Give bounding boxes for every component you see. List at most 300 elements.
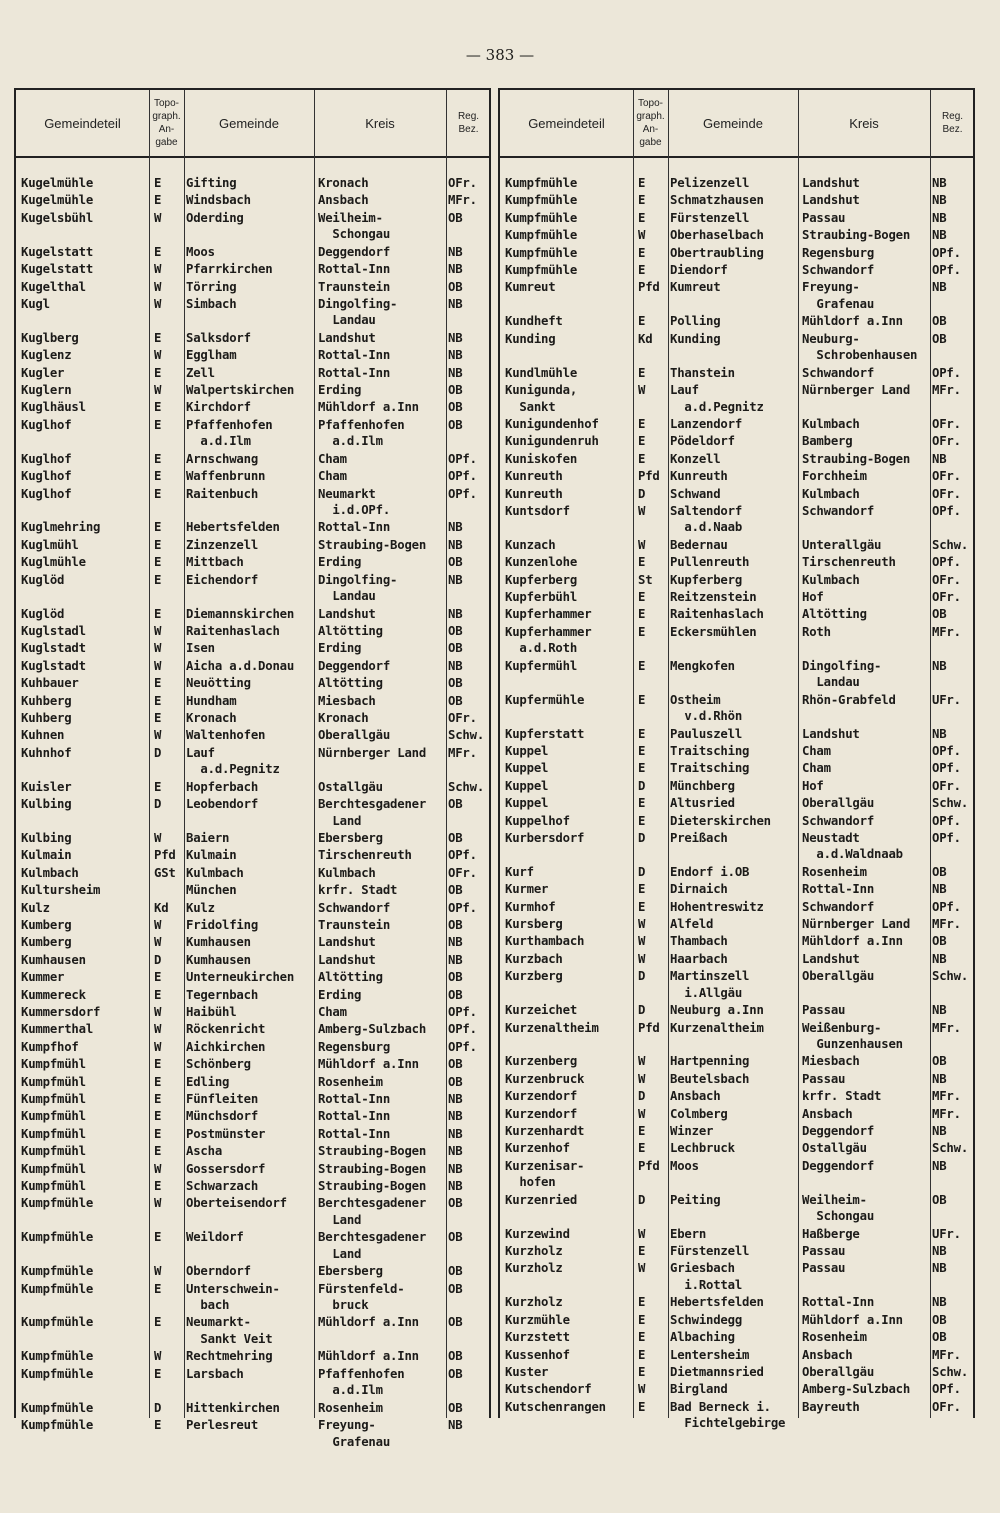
cell-kreis: Regensburg [802, 245, 875, 260]
cell-gemeinde: Kupferberg [670, 572, 743, 587]
cell-kreis: Rottal-Inn [318, 1126, 391, 1141]
cell-gemeindeteil: Kurbersdorf [505, 830, 585, 845]
cell-gemeindeteil: Kulz [21, 900, 50, 915]
cell-reg: NB [448, 952, 463, 967]
cell-gemeindeteil: Kummerthal [21, 1022, 94, 1037]
cell-gemeinde: Salksdorf [186, 330, 251, 345]
cell-gemeindeteil: Kumpfmühle [21, 1230, 94, 1245]
cell-gemeindeteil: Kultursheim [21, 883, 101, 898]
cell-reg: OFr. [448, 865, 477, 880]
cell-gemeindeteil: Kussenhof [505, 1347, 570, 1362]
cell-reg: MFr. [932, 1020, 961, 1035]
table-row [500, 279, 973, 312]
cell-gemeinde: Perlesreut [186, 1418, 259, 1432]
cell-kreis: Amberg-Sulzbach [802, 1382, 911, 1397]
cell-gemeindeteil: Kumberg [21, 935, 72, 950]
cell-kreis: Rottal-Inn [318, 520, 391, 535]
cell-topo: Kd [154, 900, 169, 915]
cell-reg: Schw. [448, 728, 485, 743]
cell-reg: NB [448, 1178, 463, 1193]
cell-kreis: Landshut [802, 176, 860, 190]
cell-gemeindeteil: Kuhbauer [21, 676, 79, 691]
cell-gemeinde: Pelizenzell [670, 176, 750, 190]
cell-gemeindeteil: Kurmer [505, 882, 549, 897]
cell-reg: OB [448, 1315, 463, 1330]
table-row [500, 1192, 973, 1225]
cell-topo: W [154, 728, 162, 743]
cell-reg: OB [448, 641, 463, 656]
table-row [500, 881, 973, 898]
table-row [16, 969, 489, 986]
cell-kreis: Ansbach [802, 1106, 853, 1121]
cell-topo: GSt [154, 865, 176, 880]
cell-reg: OB [448, 883, 463, 898]
cell-topo: W [154, 1039, 162, 1054]
table-row [500, 1071, 973, 1088]
cell-gemeinde: Thambach [670, 934, 728, 949]
cell-kreis: Amberg-Sulzbach [318, 1022, 427, 1037]
cell-kreis: Passau [802, 1244, 846, 1258]
cell-reg: OB [448, 1230, 463, 1245]
cell-topo: W [638, 1261, 646, 1276]
cell-gemeinde: Griesbach i.Rottal [670, 1261, 743, 1292]
cell-kreis: Straubing-Bogen [318, 1178, 427, 1193]
cell-kreis: Berchtesgadener Land [318, 1230, 427, 1261]
cell-gemeinde: Münchberg [670, 778, 735, 793]
cell-gemeindeteil: Kumpfmühle [21, 1400, 94, 1415]
table-row [16, 399, 489, 416]
cell-topo: E [154, 244, 162, 259]
cell-gemeinde: Diendorf [670, 263, 728, 277]
cell-gemeindeteil: Kuniskofen [505, 451, 578, 466]
cell-gemeindeteil: Kuglstadt [21, 641, 86, 656]
cell-reg: OPf. [932, 555, 961, 570]
cell-kreis: Landshut [318, 330, 376, 345]
cell-kreis: Ebersberg [318, 830, 383, 845]
table-row [500, 192, 973, 209]
cell-topo: E [638, 899, 646, 914]
cell-topo: E [154, 1126, 162, 1141]
cell-gemeindeteil: Kuntsdorf [505, 503, 570, 518]
cell-gemeindeteil: Kuglhof [21, 451, 72, 466]
cell-topo: E [638, 607, 646, 622]
cell-reg: OB [448, 917, 463, 932]
cell-kreis: Tirschenreuth [318, 848, 412, 863]
cell-topo: W [154, 1264, 162, 1279]
cell-kreis: Passau [802, 1261, 846, 1276]
cell-gemeindeteil: Kuglhof [21, 469, 72, 484]
table-row [500, 658, 973, 691]
cell-reg: OB [448, 830, 463, 845]
cell-gemeinde: Egglham [186, 348, 237, 363]
cell-kreis: Nürnberger Land [318, 745, 427, 760]
cell-kreis: Kulmbach [802, 416, 860, 431]
cell-gemeinde: Oberndorf [186, 1264, 251, 1279]
cell-topo: E [638, 761, 646, 776]
table-row [16, 1074, 489, 1091]
table-row [500, 1260, 973, 1293]
cell-gemeindeteil: Kumpfmühl [21, 1091, 86, 1106]
cell-topo: E [154, 1366, 162, 1381]
table-row [16, 365, 489, 382]
table-row [16, 882, 489, 899]
table-row [16, 468, 489, 485]
cell-gemeindeteil: Kumpfmühle [505, 228, 578, 243]
cell-gemeindeteil: Kuglstadt [21, 658, 86, 673]
cell-gemeindeteil: Kumpfmühle [21, 1264, 94, 1279]
cell-kreis: Landshut [318, 935, 376, 950]
cell-topo: W [154, 935, 162, 950]
cell-gemeindeteil: Kunreuth [505, 469, 563, 484]
table-row [500, 1106, 973, 1123]
cell-gemeindeteil: Kumpfmühle [505, 245, 578, 260]
table-row [16, 554, 489, 571]
cell-gemeindeteil: Kupferstatt [505, 726, 585, 741]
cell-topo: E [154, 970, 162, 985]
cell-topo: E [638, 692, 646, 707]
cell-gemeinde: Isen [186, 641, 215, 656]
cell-reg: MFr. [932, 383, 961, 397]
table-row [500, 468, 973, 485]
cell-gemeinde: Waffenbrunn [186, 469, 266, 484]
cell-gemeindeteil: Kulbing [21, 830, 72, 845]
table-row [500, 1329, 973, 1346]
cell-gemeindeteil: Kuppel [505, 796, 549, 811]
cell-reg: OB [932, 1330, 947, 1345]
cell-topo: E [638, 263, 646, 277]
cell-gemeinde: Postmünster [186, 1126, 266, 1141]
cell-gemeinde: Waltenhofen [186, 728, 266, 743]
cell-gemeinde: Fridolfing [186, 917, 259, 932]
table-row [500, 416, 973, 433]
cell-reg: OPf. [932, 743, 961, 758]
cell-gemeinde: Kulmain [186, 848, 237, 863]
cell-reg: OB [448, 693, 463, 708]
cell-gemeindeteil: Kuppelhof [505, 813, 570, 828]
cell-topo: E [154, 710, 162, 725]
table-row [500, 726, 973, 743]
table-row [500, 365, 973, 382]
table-row [16, 934, 489, 951]
cell-kreis: Passau [802, 210, 846, 225]
table-row [500, 1364, 973, 1381]
cell-gemeindeteil: Kurzholz [505, 1295, 563, 1310]
cell-topo: W [638, 951, 646, 966]
cell-gemeindeteil: Kugelstatt [21, 244, 94, 259]
cell-reg: UFr. [932, 692, 961, 707]
cell-gemeindeteil: Kuhberg [21, 693, 72, 708]
cell-gemeinde: Preißach [670, 830, 728, 845]
cell-reg: OB [448, 1366, 463, 1381]
table-row [500, 210, 973, 227]
cell-kreis: Schwandorf [802, 365, 875, 380]
cell-gemeinde: Mittbach [186, 555, 244, 570]
cell-gemeinde: Dieterskirchen [670, 813, 771, 828]
cell-gemeindeteil: Kupferhammer [505, 607, 592, 622]
cell-kreis: Erding [318, 987, 362, 1002]
cell-reg: NB [932, 228, 947, 243]
cell-gemeinde: Hopferbach [186, 779, 259, 794]
header-gemeindeteil: Gemeindeteil [528, 115, 605, 131]
table-row [16, 537, 489, 554]
table-row [16, 847, 489, 864]
cell-topo: E [154, 330, 162, 345]
table-row [16, 417, 489, 450]
cell-kreis: Deggendorf [318, 658, 391, 673]
cell-gemeindeteil: Kumpfmühle [21, 1366, 94, 1381]
cell-gemeindeteil: Kuglberg [21, 330, 79, 345]
cell-topo: Pfd [154, 848, 176, 863]
cell-topo: D [154, 1400, 162, 1415]
cell-kreis: Landshut [318, 606, 376, 621]
table-row [500, 503, 973, 536]
cell-gemeindeteil: Kumpfmühle [505, 263, 578, 277]
cell-reg: NB [932, 726, 947, 741]
cell-reg: NB [932, 280, 947, 295]
cell-kreis: Schwandorf [802, 503, 875, 518]
table-row [16, 658, 489, 675]
cell-reg: MFr. [932, 1106, 961, 1121]
cell-gemeinde: Kumhausen [186, 935, 251, 950]
cell-reg: Schw. [932, 969, 969, 984]
cell-reg: OB [932, 864, 947, 879]
cell-gemeinde: Kronach [186, 710, 237, 725]
cell-gemeinde: Kulmbach [186, 865, 244, 880]
cell-topo: W [154, 658, 162, 673]
cell-kreis: Dingolfing- Landau [802, 658, 882, 690]
cell-kreis: Schwandorf [802, 263, 875, 277]
cell-kreis: Deggendorf [802, 1124, 875, 1138]
cell-gemeindeteil: Kurzewind [505, 1226, 570, 1241]
cell-reg: OPf. [448, 1022, 477, 1037]
table-row [16, 519, 489, 536]
cell-kreis: Miesbach [802, 1054, 860, 1069]
cell-reg: OB [932, 934, 947, 949]
table-row [16, 1263, 489, 1280]
table-row [16, 745, 489, 778]
cell-kreis: Oberallgäu [802, 969, 875, 984]
cell-gemeinde: Neuötting [186, 676, 251, 691]
cell-kreis: Freyung- Grafenau [318, 1418, 391, 1449]
cell-reg: NB [448, 296, 463, 311]
table-row [16, 1021, 489, 1038]
cell-gemeindeteil: Kumreut [505, 280, 556, 295]
cell-kreis: Landshut [802, 726, 860, 741]
cell-gemeinde: Raitenhaslach [670, 607, 764, 622]
cell-kreis: Neustadt a.d.Waldnaab [802, 830, 903, 862]
cell-reg: OPf. [448, 469, 477, 484]
table-row [16, 1348, 489, 1365]
cell-topo: E [638, 1312, 646, 1327]
cell-topo: E [638, 365, 646, 380]
cell-gemeindeteil: Kugler [21, 365, 65, 380]
cell-kreis: Hof [802, 590, 824, 604]
cell-kreis: Straubing-Bogen [318, 1161, 427, 1176]
cell-kreis: Rottal-Inn [802, 882, 875, 897]
cell-topo: E [638, 726, 646, 741]
cell-reg: UFr. [932, 1226, 961, 1241]
cell-topo: E [154, 987, 162, 1002]
cell-gemeinde: Kurzenaltheim [670, 1020, 764, 1035]
cell-gemeinde: Unterschwein- bach [186, 1281, 280, 1312]
cell-kreis: Cham [318, 451, 347, 466]
cell-gemeinde: Kumreut [670, 280, 721, 295]
cell-topo: W [154, 1349, 162, 1364]
cell-kreis: Ostallgäu [318, 779, 383, 794]
cell-topo: E [638, 1124, 646, 1138]
cell-kreis: Landshut [802, 951, 860, 966]
cell-gemeindeteil: Kuhnen [21, 728, 65, 743]
cell-gemeindeteil: Kumpfmühle [505, 176, 578, 190]
table-row [500, 916, 973, 933]
cell-gemeindeteil: Kurzmühle [505, 1312, 570, 1327]
cell-kreis: Oberallgäu [802, 796, 875, 811]
cell-reg: MFr. [932, 917, 961, 931]
cell-gemeinde: Bedernau [670, 537, 728, 552]
cell-topo: St [638, 572, 653, 587]
cell-gemeinde: Ostheim v.d.Rhön [670, 692, 743, 724]
cell-topo: E [638, 1364, 646, 1379]
cell-topo: E [638, 882, 646, 897]
cell-topo: W [154, 210, 162, 225]
cell-kreis: Fürstenfeld- bruck [318, 1281, 405, 1312]
cell-topo: W [154, 383, 162, 397]
cell-topo: W [154, 296, 162, 311]
cell-gemeindeteil: Kuisler [21, 779, 72, 794]
cell-gemeinde: Münchsdorf [186, 1109, 259, 1124]
cell-kreis: Bamberg [802, 434, 853, 449]
cell-topo: E [638, 555, 646, 570]
cell-gemeindeteil: Kumpfmühle [21, 1349, 94, 1364]
cell-topo: E [154, 1178, 162, 1193]
cell-gemeinde: Törring [186, 279, 237, 294]
table-row [16, 1229, 489, 1262]
cell-gemeinde: Rechtmehring [186, 1349, 273, 1364]
cell-reg: NB [448, 606, 463, 621]
cell-gemeinde: Haarbach [670, 951, 728, 966]
table-row [16, 640, 489, 657]
cell-gemeindeteil: Kuglhäusl [21, 400, 86, 415]
cell-topo: E [638, 1141, 646, 1156]
cell-kreis: Cham [318, 1004, 347, 1019]
cell-topo: Pfd [638, 280, 660, 295]
cell-kreis: Kronach [318, 710, 369, 725]
table-row [500, 486, 973, 503]
cell-topo: W [638, 917, 646, 931]
cell-gemeinde: Moos [670, 1158, 699, 1173]
cell-kreis: Ansbach [802, 1347, 853, 1362]
cell-gemeindeteil: Kunigunda, Sankt [505, 383, 578, 414]
cell-topo: E [638, 451, 646, 466]
cell-gemeinde: Ansbach [670, 1089, 721, 1104]
cell-gemeindeteil: Kumhausen [21, 952, 86, 967]
cell-gemeindeteil: Kurzenisar- hofen [505, 1158, 585, 1190]
table-row [500, 1294, 973, 1311]
table-row [500, 451, 973, 468]
cell-gemeindeteil: Kuglmehring [21, 520, 101, 535]
cell-kreis: Freyung- Grafenau [802, 280, 875, 311]
cell-reg: MFr. [932, 624, 961, 639]
table-row [16, 210, 489, 243]
cell-kreis: Cham [802, 761, 831, 776]
cell-reg: NB [448, 244, 463, 259]
cell-reg: OPf. [448, 1004, 477, 1019]
table-row [500, 331, 973, 364]
cell-topo: E [638, 1244, 646, 1258]
cell-kreis: Ebersberg [318, 1264, 383, 1279]
cell-gemeinde: Aicha a.d.Donau [186, 658, 295, 673]
cell-gemeinde: Hebertsfelden [186, 520, 280, 535]
cell-kreis: Altötting [318, 970, 383, 985]
cell-kreis: Altötting [318, 676, 383, 691]
cell-kreis: Dingolfing- Landau [318, 572, 398, 604]
cell-gemeinde: Simbach [186, 296, 237, 311]
cell-gemeindeteil: Kumpfmühle [21, 1196, 94, 1211]
cell-kreis: Berchtesgadener Land [318, 797, 427, 828]
cell-gemeindeteil: Kunding [505, 331, 556, 346]
cell-reg: OFr. [932, 434, 961, 449]
table-row [16, 192, 489, 209]
cell-kreis: Deggendorf [318, 244, 391, 259]
cell-reg: OB [448, 210, 463, 225]
cell-gemeinde: Hittenkirchen [186, 1400, 280, 1415]
cell-reg: MFr. [932, 1347, 961, 1362]
cell-kreis: Rosenheim [802, 1330, 867, 1345]
cell-topo: W [638, 1106, 646, 1121]
cell-kreis: Weilheim- Schongau [802, 1192, 875, 1224]
header-kreis: Kreis [849, 115, 879, 131]
table-row [500, 537, 973, 554]
cell-gemeinde: Diemannskirchen [186, 606, 295, 621]
cell-kreis: Erding [318, 383, 362, 397]
cell-gemeindeteil: Kurzenhof [505, 1141, 570, 1156]
cell-topo: E [154, 779, 162, 794]
table-row [500, 951, 973, 968]
cell-reg: NB [448, 1091, 463, 1106]
cell-reg: Schw. [932, 537, 969, 552]
cell-kreis: Weißenburg- Gunzenhausen [802, 1020, 903, 1051]
table-row [500, 572, 973, 589]
cell-gemeindeteil: Kunreuth [505, 486, 563, 501]
cell-gemeinde: Eckersmühlen [670, 624, 757, 639]
cell-reg: OPf. [932, 899, 961, 914]
cell-topo: W [154, 1196, 162, 1211]
cell-reg: OPf. [932, 245, 961, 260]
cell-gemeinde: Mengkofen [670, 658, 735, 673]
cell-gemeindeteil: Kurzenaltheim [505, 1020, 599, 1035]
table-row [500, 1347, 973, 1364]
cell-kreis: Nürnberger Land [802, 383, 911, 397]
cell-reg: NB [448, 330, 463, 345]
cell-gemeindeteil: Kurzendorf [505, 1106, 578, 1121]
cell-gemeindeteil: Kuppel [505, 761, 549, 776]
cell-topo: D [638, 1089, 646, 1104]
cell-gemeinde: Peiting [670, 1192, 721, 1207]
cell-topo: D [154, 797, 162, 811]
table-row [16, 900, 489, 917]
cell-reg: Schw. [932, 1141, 969, 1156]
cell-gemeinde: Endorf i.OB [670, 864, 750, 879]
cell-gemeindeteil: Kurzenhardt [505, 1124, 585, 1138]
cell-kreis: Erding [318, 555, 362, 570]
cell-topo: W [154, 348, 162, 363]
cell-topo: E [638, 176, 646, 190]
table-row [16, 1314, 489, 1347]
header-gemeinde: Gemeinde [703, 115, 763, 131]
table-row [500, 692, 973, 725]
cell-kreis: Haßberge [802, 1226, 860, 1241]
cell-gemeinde: Fünfleiten [186, 1091, 259, 1106]
